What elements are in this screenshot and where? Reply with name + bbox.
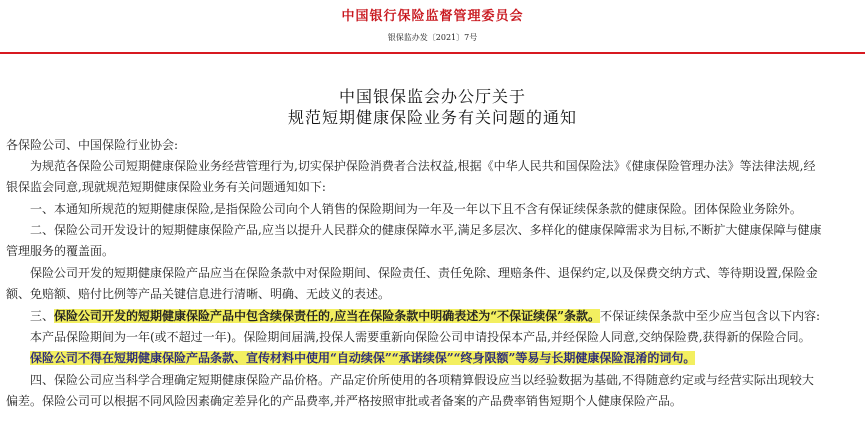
paragraph-article-1: 一、本通知所规范的短期健康保险,是指保险公司向个人销售的保险期间为一年及一年以下且不含有保证续保条款的健康保险。团体保险业务除外。 bbox=[30, 202, 802, 216]
paragraph-renewal-clause: 本产品保险期间为一年(或不超过一年)。保险期间届满,投保人需要重新向保险公司申请投保本产品,并经保险人同意,交纳保险费,获得新的保险合同。 bbox=[30, 330, 811, 344]
paragraph-terms-line-2: 额、免赔额、赔付比例等产品关键信息进行清晰、明确、无歧义的表述。 bbox=[6, 287, 391, 301]
highlight-prohibited-wording: 保险公司不得在短期健康保险产品条款、宣传材料中使用“自动续保”“承诺续保”“终身限额”等易与长期健康保险混淆的词句。 bbox=[30, 351, 696, 365]
article-3-rest: 不保证续保条款中至少应当包含以下内容: bbox=[600, 309, 821, 323]
issuer-header: 中国银行保险监督管理委员会 bbox=[341, 9, 524, 24]
highlight-non-guaranteed-renewal: 保险公司开发的短期健康保险产品中包含续保责任的,应当在保险条款中明确表述为“不保证续保”条款。 bbox=[54, 309, 601, 323]
paragraph-prohibited-wording bbox=[30, 348, 865, 369]
paragraph-terms-line-1: 保险公司开发的短期健康保险产品应当在保险条款中对保险期间、保险责任、责任免除、理赔条件、退保约定,以及保费交纳方式、等待期设置,保险金 bbox=[30, 266, 818, 280]
document-number: 银保监办发〔2021〕7号 bbox=[387, 33, 478, 42]
title-line-2: 规范短期健康保险业务有关问题的通知 bbox=[287, 108, 577, 127]
paragraph-article-3 bbox=[30, 306, 865, 327]
paragraph-article-4-line-2: 偏差。保险公司可以根据不同风险因素确定差异化的产品费率,并严格按照审批或者备案的产品费率销售短期个人健康保险产品。 bbox=[6, 394, 682, 408]
paragraph-article-2-line-2: 管理服务的覆盖面。 bbox=[6, 244, 115, 258]
paragraph-intro-line-2: 银保监会同意,现就规范短期健康保险业务有关问题通知如下: bbox=[6, 180, 326, 194]
paragraph-article-2-line-1: 二、保险公司开发设计的短期健康保险产品,应当以提升人民群众的健康保障水平,满足多层次、多样化的健康保障需求为目标,不断扩大健康保障与健康 bbox=[30, 223, 822, 237]
title-line-1: 中国银保监会办公厅关于 bbox=[338, 87, 526, 106]
paragraph-article-4-line-1: 四、保险公司应当科学合理确定短期健康保险产品价格。产品定价所使用的各项精算假设应当以经验数据为基础,不得随意约定或与经营实际出现较大 bbox=[30, 373, 814, 387]
paragraph-intro-line-1: 为规范各保险公司短期健康保险业务经营管理行为,切实保护保险消费者合法权益,根据《中华人民共和国保险法》《健康保险管理办法》等法律法规,经 bbox=[30, 159, 816, 173]
salutation: 各保险公司、中国保险行业协会: bbox=[6, 138, 179, 152]
header-red-rule bbox=[0, 52, 865, 54]
article-3-prefix: 三、 bbox=[30, 309, 55, 323]
